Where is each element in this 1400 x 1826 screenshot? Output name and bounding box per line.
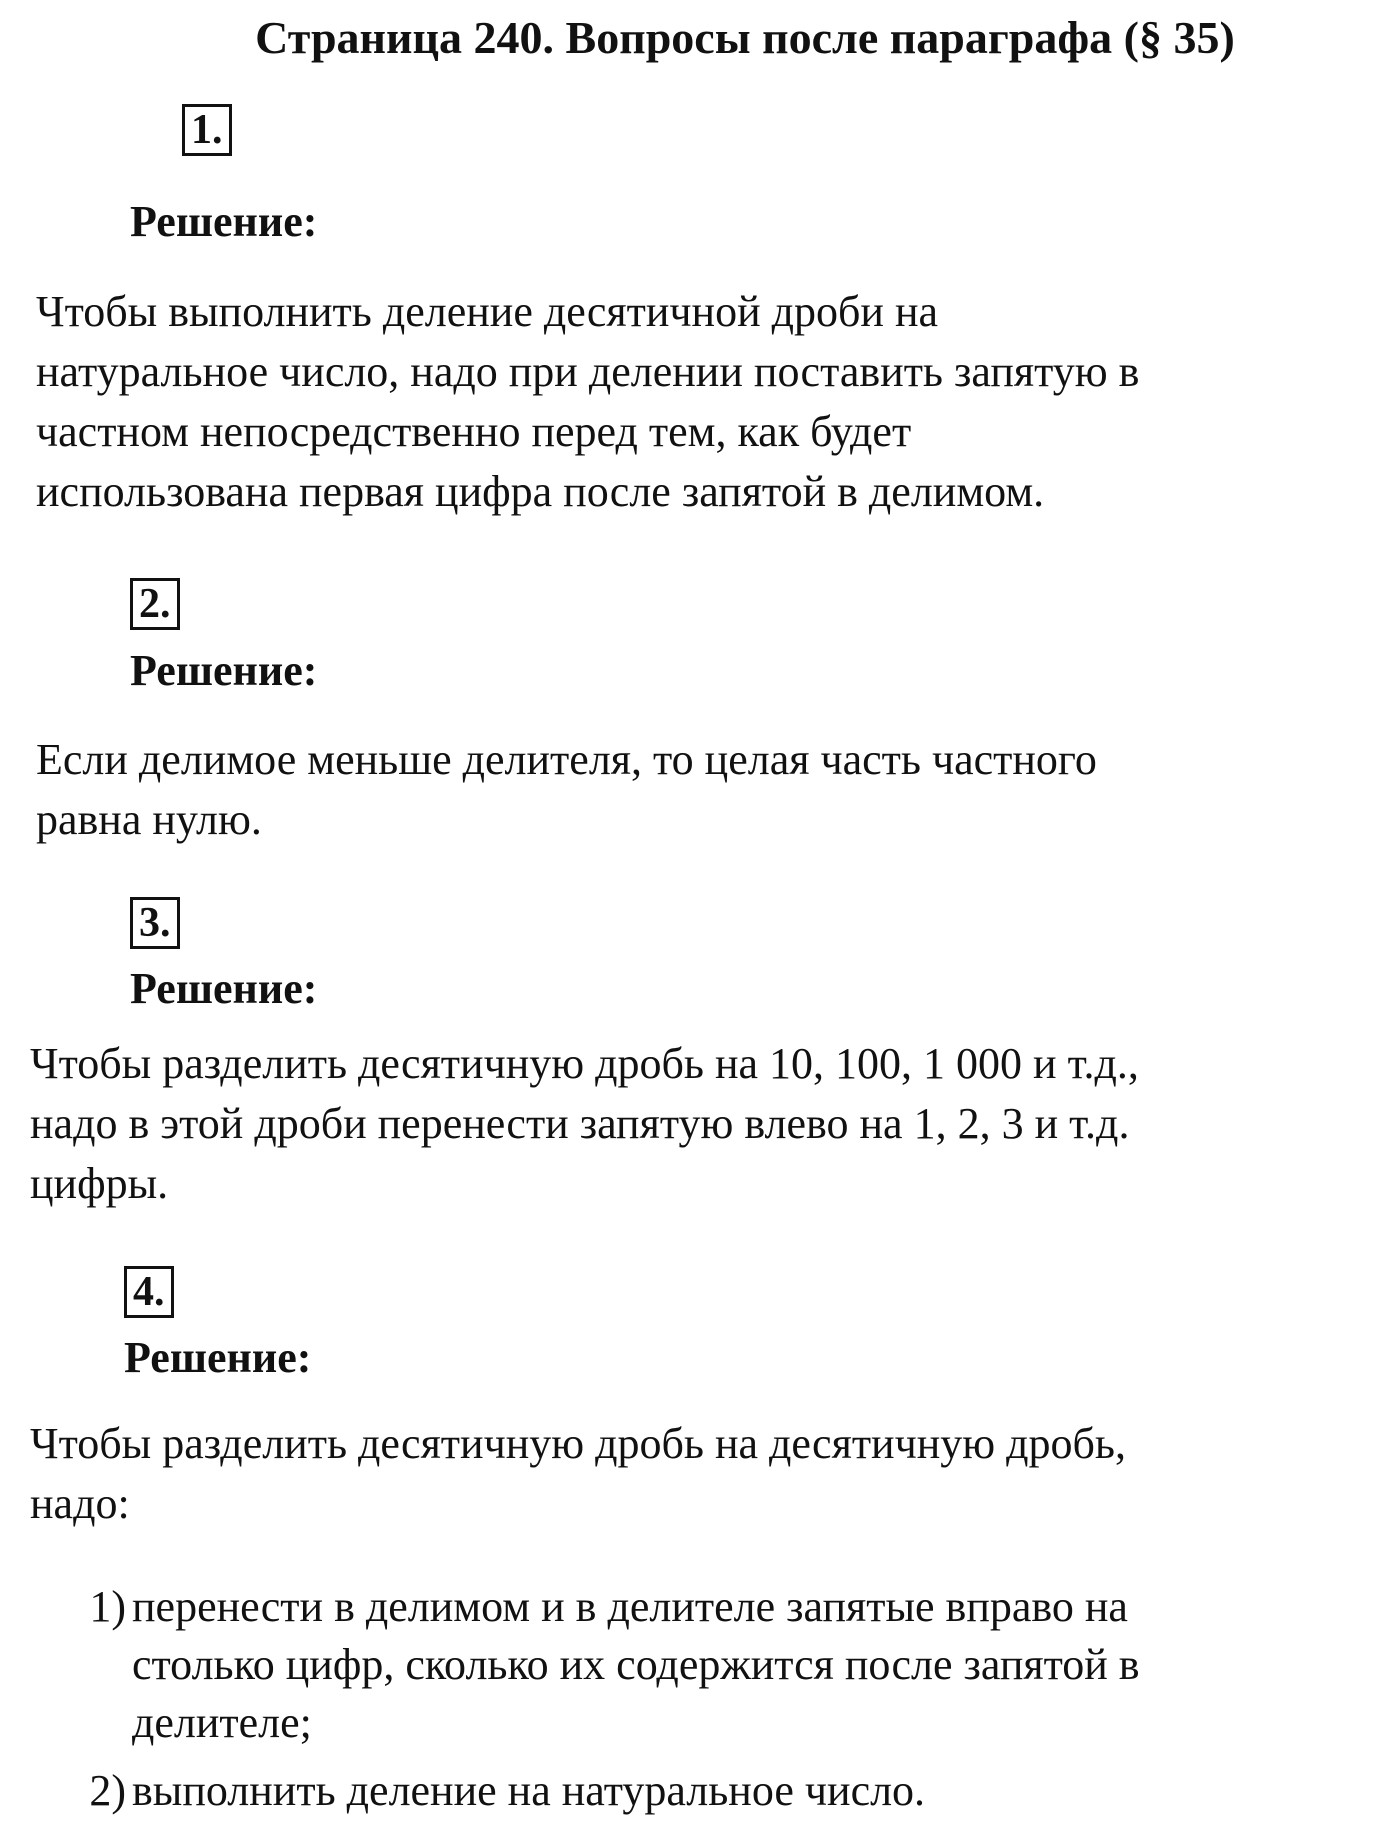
answer-text-3 <box>30 1034 1400 1214</box>
solution-label-1: Решение: <box>130 197 318 246</box>
question-number-2 <box>130 578 180 630</box>
list-marker: 2) <box>89 1766 126 1815</box>
question-number-box: 3. <box>130 897 180 949</box>
question-number-1 <box>182 104 232 156</box>
question-number-box: 4. <box>124 1266 174 1318</box>
page-title: Страница 240. Вопросы после параграфа (§ 35) <box>255 12 1235 63</box>
answer-text-2 <box>36 730 1400 850</box>
answer-line: равна нулю. <box>36 795 262 844</box>
list-item-text <box>132 1762 925 1820</box>
answer-line: частном непосредственно перед тем, как будет <box>36 407 912 456</box>
answer-line: надо в этой дроби перенести запятую влево на 1, 2, 3 и т.д. <box>30 1099 1130 1148</box>
list-item-line: столько цифр, сколько их содержится после запятой в <box>132 1640 1140 1689</box>
answer-line: цифры. <box>30 1159 169 1208</box>
question-number-box: 1. <box>182 104 232 156</box>
question-number-box: 2. <box>130 578 180 630</box>
solution-label-2: Решение: <box>130 646 318 695</box>
question-number-4 <box>124 1266 174 1318</box>
list-item-text <box>132 1578 1140 1752</box>
answer-line: Чтобы выполнить деление десятичной дроби на <box>36 287 939 336</box>
list-item-line: перенести в делимом и в делителе запятые вправо на <box>132 1582 1128 1631</box>
list-item-line: делителе; <box>132 1698 312 1747</box>
answer-line: Если делимое меньше делителя, то целая часть частного <box>36 735 1097 784</box>
answer-line: Чтобы разделить десятичную дробь на десятичную дробь, <box>30 1419 1126 1468</box>
answer-line: Чтобы разделить десятичную дробь на 10, 100, 1 000 и т.д., <box>30 1039 1139 1088</box>
solution-label-3: Решение: <box>130 964 318 1013</box>
solution-label-4: Решение: <box>124 1333 312 1382</box>
answer-text-1 <box>36 282 1400 522</box>
list-marker: 1) <box>89 1582 126 1631</box>
answer-text-4 <box>30 1414 1400 1534</box>
list-item-line: выполнить деление на натуральное число. <box>132 1766 926 1815</box>
answer-line: надо: <box>30 1479 130 1528</box>
answer-line: использована первая цифра после запятой в делимом. <box>36 467 1045 516</box>
answer-line: натуральное число, надо при делении поставить запятую в <box>36 347 1140 396</box>
question-number-3 <box>130 897 180 949</box>
